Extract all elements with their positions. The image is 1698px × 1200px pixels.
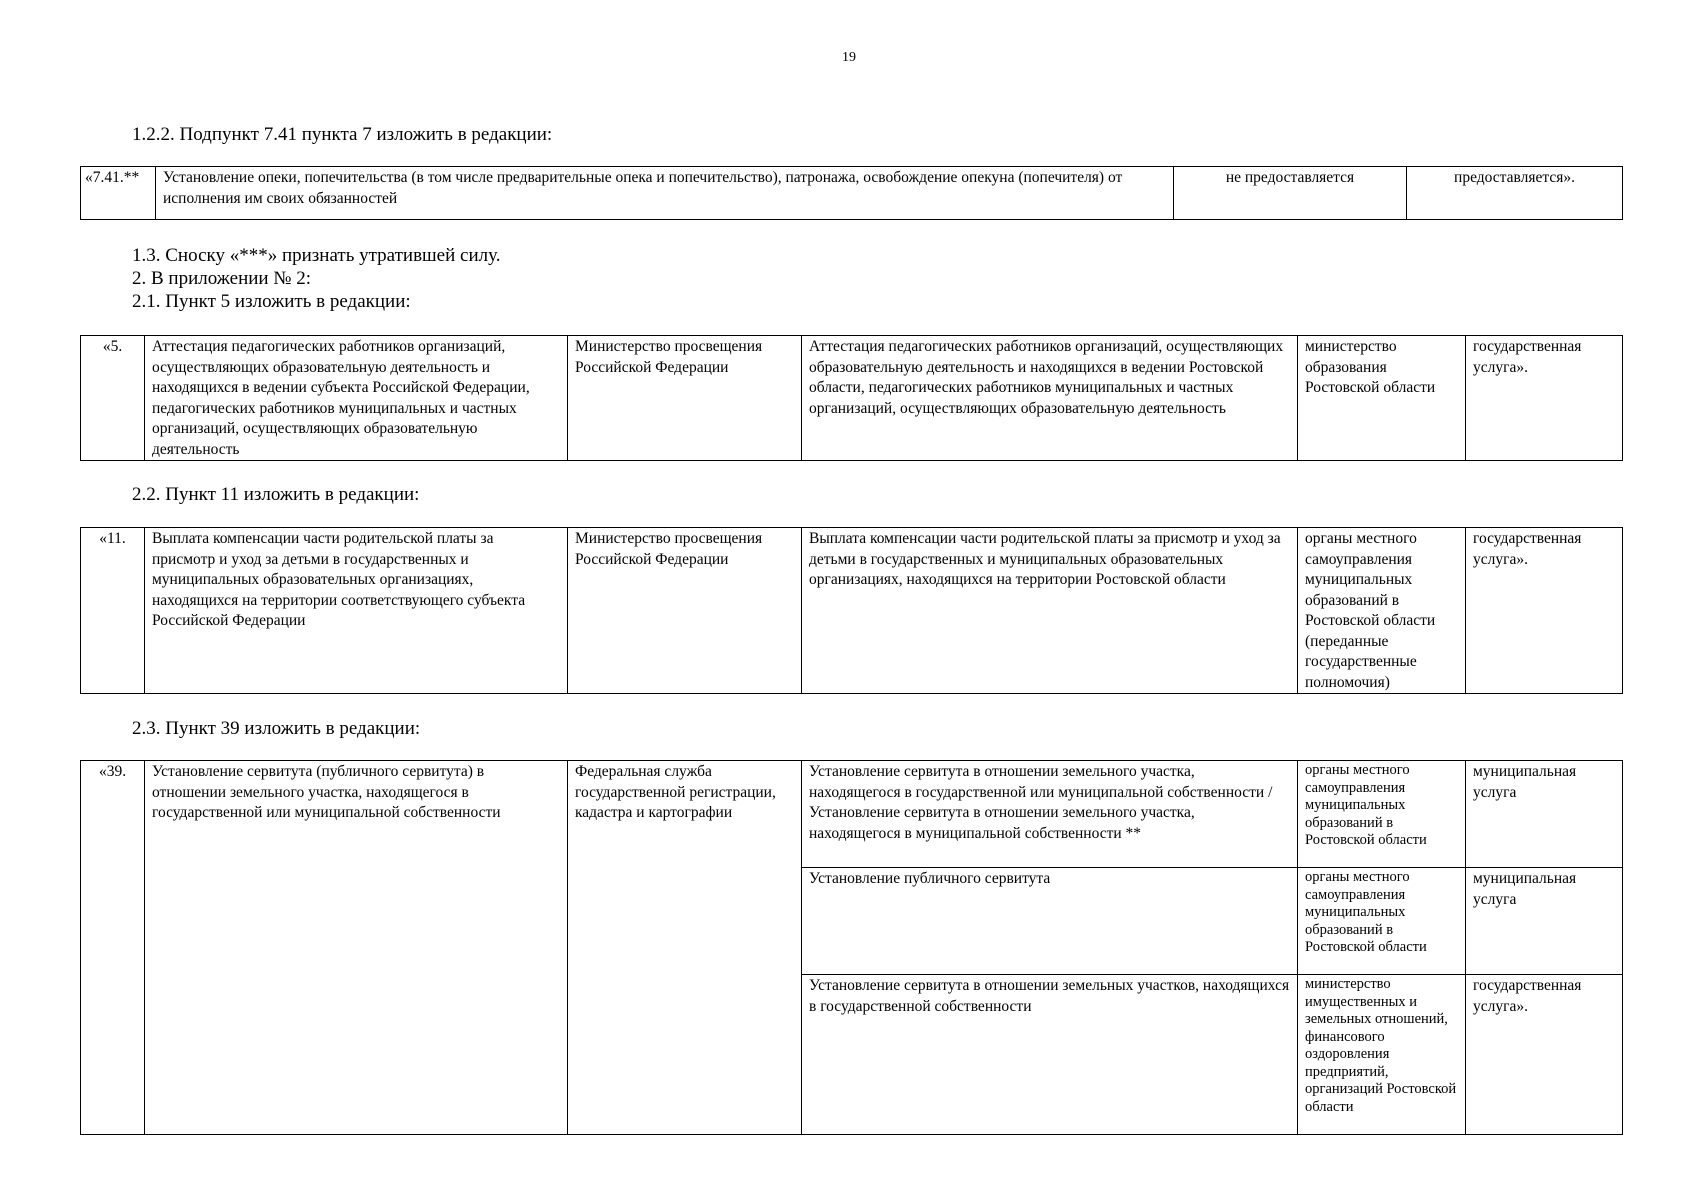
regional-service: Установление сервитута в отношении земельного участка, находящегося в государственной или муниципальной собственности / Установление сервитута в отношении земельного участка, находящегося в муниципальной собственности ** [802, 761, 1298, 868]
service-type: государственная услуга». [1466, 528, 1623, 694]
cell-provided: предоставляется». [1407, 167, 1623, 220]
item-number: «7.41.** [81, 167, 156, 220]
table-item-5 [80, 335, 1623, 461]
service-type: муниципальная услуга [1466, 761, 1623, 868]
service-name: Установление сервитута (публичного сервитута) в отношении земельного участка, находящегося в государственной или муниципальной собственности [145, 761, 568, 1135]
cell-not-provided: не предоставляется [1174, 167, 1407, 220]
paragraph-1-3: 1.3. Сноску «***» признать утратившей силу. [132, 245, 501, 266]
paragraph-2-2: 2.2. Пункт 11 изложить в редакции: [132, 484, 420, 505]
regional-service: Аттестация педагогических работников организаций, осуществляющих образовательную деятельность и находящихся в ведении Ростовской области, педагогических работников муниципальных и частных организаций, осуществляющих образовательную деятельность [802, 336, 1298, 461]
paragraph-2-1: 2.1. Пункт 5 изложить в редакции: [132, 291, 411, 312]
service-name: Установление опеки, попечительства (в том числе предварительные опека и попечительство), патронажа, освобождение опекуна (попечителя) от исполнения им своих обязанностей [156, 167, 1174, 220]
item-number: «5. [81, 336, 145, 461]
regional-service: Установление сервитута в отношении земельных участков, находящихся в государственной собственности [802, 975, 1298, 1135]
federal-authority: Министерство просвещения Российской Федерации [568, 336, 802, 461]
responsible-body: министерство имущественных и земельных отношений, финансового оздоровления предприятий, организаций Ростовской области [1298, 975, 1466, 1135]
table-item-7-41 [80, 166, 1623, 220]
responsible-body: органы местного самоуправления муниципальных образований в Ростовской области [1298, 868, 1466, 975]
federal-authority: Министерство просвещения Российской Федерации [568, 528, 802, 694]
paragraph-1-2-2: 1.2.2. Подпункт 7.41 пункта 7 изложить в редакции: [132, 124, 553, 145]
paragraph-2: 2. В приложении № 2: [132, 268, 311, 289]
paragraph-2-3: 2.3. Пункт 39 изложить в редакции: [132, 718, 421, 739]
responsible-body: органы местного самоуправления муниципальных образований в Ростовской области (переданные государственные полномочия) [1298, 528, 1466, 694]
responsible-body: органы местного самоуправления муниципальных образований в Ростовской области [1298, 761, 1466, 868]
service-type: муниципальная услуга [1466, 868, 1623, 975]
service-name: Аттестация педагогических работников организаций, осуществляющих образовательную деятельность и находящихся в ведении субъекта Российской Федерации, педагогических работников муниципальных и частных организаций, осуществляющих образовательную деятельность [145, 336, 568, 461]
table-item-39 [80, 760, 1623, 1135]
item-number: «11. [81, 528, 145, 694]
regional-service: Установление публичного сервитута [802, 868, 1298, 975]
federal-authority: Федеральная служба государственной регистрации, кадастра и картографии [568, 761, 802, 1135]
service-type: государственная услуга». [1466, 975, 1623, 1135]
page-number: 19 [842, 50, 856, 65]
service-type: государственная услуга». [1466, 336, 1623, 461]
item-number: «39. [81, 761, 145, 1135]
regional-service: Выплата компенсации части родительской платы за присмотр и уход за детьми в государственных и муниципальных образовательных организациях, находящихся на территории Ростовской области [802, 528, 1298, 694]
responsible-body: министерство образования Ростовской области [1298, 336, 1466, 461]
table-item-11 [80, 527, 1623, 694]
service-name: Выплата компенсации части родительской платы за присмотр и уход за детьми в государственных и муниципальных образовательных организациях, находящихся на территории соответствующего субъекта Российской Федерации [145, 528, 568, 694]
